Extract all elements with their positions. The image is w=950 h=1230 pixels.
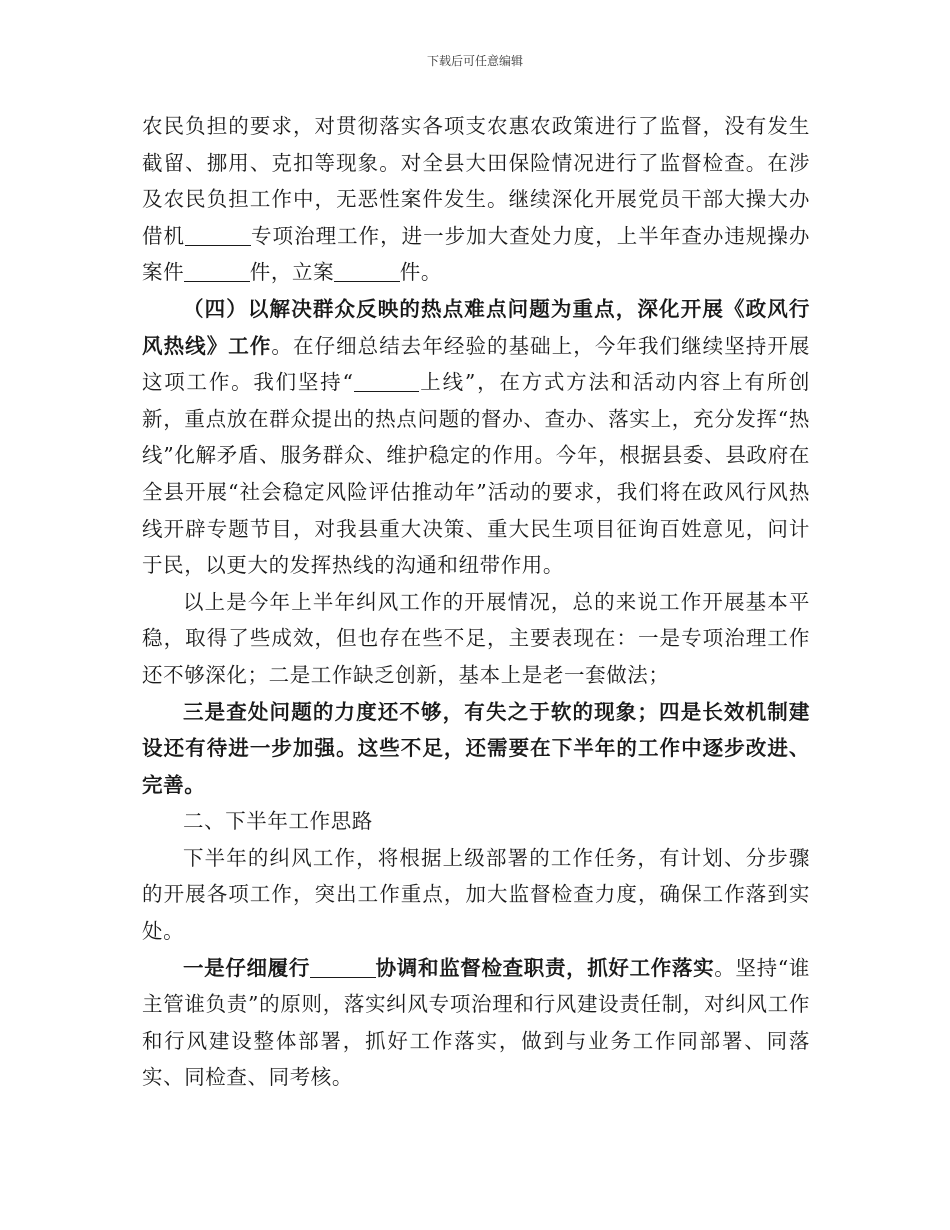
paragraph-second-half-plan: 下半年的纠风工作，将根据上级部署的工作任务，有计划、分步骤的开展各项工作，突出工作重点，加大监督检查力度，确保工作落到实处。 xyxy=(142,845,810,944)
fill-in-blank xyxy=(310,956,376,978)
fill-in-blank xyxy=(334,261,400,283)
section-heading-second-half: 二、下半年工作思路 xyxy=(183,809,373,834)
page-header: 下载后可任意编辑 xyxy=(426,54,523,68)
paragraph-summary: 以上是今年上半年纠风工作的开展情况，总的来说工作开展基本平稳，取得了些成效，但也存在些不足，主要表现在：一是专项治理工作还不够深化；二是工作缺乏创新，基本上是老一套做法； xyxy=(142,589,810,687)
document-body xyxy=(142,108,810,1096)
paragraph-farmer-burden: 农民负担的要求，对贯彻落实各项支农惠农政策进行了监督，没有发生截留、挪用、克扣等现象。对全县大田保险情况进行了监督检查。在涉及农民负担工作中，无恶性案件发生。继续深化开展党员干部大操大办借机 专项治理工作，进一步加大查处力度，上半年查办违规操办案件 件，立案 件。 xyxy=(142,114,810,285)
fill-in-blank xyxy=(354,371,420,393)
paragraph-hotline: （四）以解决群众反映的热点难点问题为重点，深化开展《政风行风热线》工作。在仔细总结去年经验的基础上，今年我们继续坚持开展这项工作。我们坚持“ 上线”，在方式方法和活动内容上有所创新，重点放在群众提出的热点问题的督办、查办、落实上，充分发挥“热线”化解矛盾、服务群众、维护稳定的作用。今年，根据县委、县政府在全县开展“社会稳定风险评估推动年”活动的要求，我们将在政风行风热线开辟专题节目，对我县重大决策、重大民生项目征询百姓意见，问计于民，以更大的发挥热线的沟通和纽带作用。 xyxy=(142,296,811,578)
paragraph-duty: 一是仔细履行 协调和监督检查职责，抓好工作落实。坚持“谁主管谁负责”的原则，落实纠风专项治理和行风建设责任制，对纠风工作和行风建设整体部署，抓好工作落实，做到与业务工作同部署、同落实、同检查、同考核。 xyxy=(142,955,810,1090)
fill-in-blank xyxy=(184,261,250,283)
paragraph-shortcomings: 三是查处问题的力度还不够，有失之于软的现象；四是长效机制建设还有待进一步加强。这些不足，还需要在下半年的工作中逐步改进、完善。 xyxy=(142,699,810,797)
section-heading-four: （四）以解决群众反映的热点难点问题为重点，深化开展《政风行风热线》工作 xyxy=(142,296,810,358)
fill-in-blank xyxy=(185,224,251,246)
